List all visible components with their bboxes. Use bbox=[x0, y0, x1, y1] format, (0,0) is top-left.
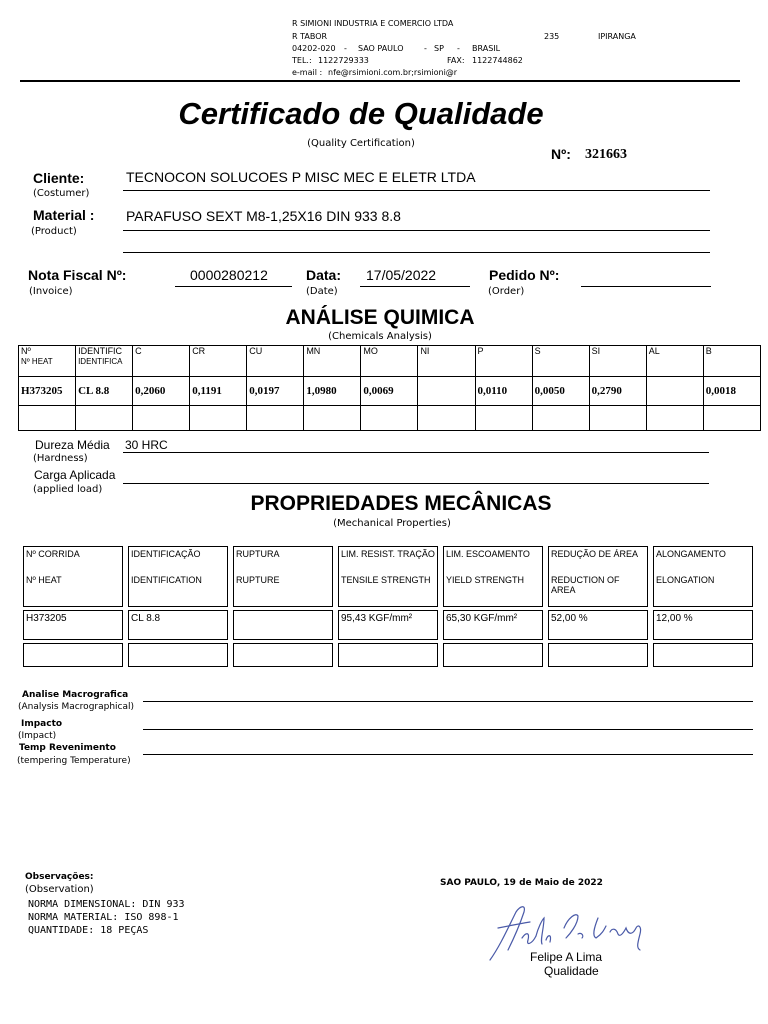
fax-label: FAX: bbox=[447, 56, 465, 65]
chem-header-cell: MO bbox=[361, 346, 418, 377]
page-subtitle: (Quality Certification) bbox=[307, 138, 415, 149]
cliente-rule bbox=[123, 190, 710, 191]
email-value: nfe@rsimioni.com.br;rsimioni@r bbox=[328, 68, 458, 77]
mech-empty-row bbox=[23, 643, 753, 667]
material-label: Material : bbox=[33, 207, 95, 223]
chem-header-cell: NI bbox=[418, 346, 475, 377]
mech-cell: 65,30 KGF/mm² bbox=[443, 610, 543, 640]
chem-cell: 1,0980 bbox=[304, 377, 361, 406]
data-value: 17/05/2022 bbox=[366, 267, 437, 283]
cliente-value: TECNOCON SOLUCOES P MISC MEC E ELETR LTDA bbox=[126, 169, 476, 185]
nota-rule bbox=[175, 286, 292, 287]
mech-title: PROPRIEDADES MECÂNICAS bbox=[250, 492, 552, 515]
mech-header-cell: IDENTIFICAÇÃO IDENTIFICATION bbox=[128, 546, 228, 607]
company-street: R TABOR bbox=[292, 32, 328, 41]
mech-header-cell: ALONGAMENTO ELONGATION bbox=[653, 546, 753, 607]
signer-role: Qualidade bbox=[544, 964, 599, 978]
carga-sub: (applied load) bbox=[33, 484, 103, 495]
dureza-rule bbox=[123, 452, 709, 453]
material-rule-2 bbox=[123, 252, 710, 253]
sep-2: - bbox=[424, 44, 427, 53]
cert-number-label: Nº: bbox=[551, 146, 571, 162]
mech-cell: CL 8.8 bbox=[128, 610, 228, 640]
impacto-label: Impacto bbox=[21, 719, 63, 729]
mech-cell: 52,00 % bbox=[548, 610, 648, 640]
cert-number: 321663 bbox=[585, 147, 627, 162]
company-city: SAO PAULO bbox=[358, 44, 404, 53]
data-rule bbox=[360, 286, 470, 287]
company-state: SP bbox=[434, 44, 444, 53]
chem-cell: 0,2060 bbox=[133, 377, 190, 406]
chem-header-cell: P bbox=[475, 346, 532, 377]
chem-cell: CL 8.8 bbox=[76, 377, 133, 406]
mech-cell: 12,00 % bbox=[653, 610, 753, 640]
chem-header-cell: CU bbox=[247, 346, 304, 377]
mech-cell: H373205 bbox=[23, 610, 123, 640]
email-label: e-mail : bbox=[292, 68, 323, 77]
chem-subtitle: (Chemicals Analysis) bbox=[328, 331, 432, 342]
company-district: IPIRANGA bbox=[598, 32, 636, 41]
fax-value: 1122744862 bbox=[472, 56, 523, 65]
sep-3: - bbox=[457, 44, 460, 53]
chem-header-row bbox=[19, 346, 761, 377]
chem-header-cell: S bbox=[532, 346, 589, 377]
obs-line: NORMA MATERIAL: ISO 898-1 bbox=[28, 912, 179, 923]
tel-value: 1122729333 bbox=[318, 56, 369, 65]
obs-sub: (Observation) bbox=[25, 884, 94, 895]
mech-cell: 95,43 KGF/mm² bbox=[338, 610, 438, 640]
chem-cell: H373205 bbox=[19, 377, 76, 406]
temp-rule bbox=[143, 754, 753, 755]
obs-line: QUANTIDADE: 18 PEÇAS bbox=[28, 925, 149, 936]
chem-cell: 0,0110 bbox=[475, 377, 532, 406]
chem-cell: 0,2790 bbox=[589, 377, 646, 406]
company-zip: 04202-020 bbox=[292, 44, 336, 53]
chem-cell: 0,0069 bbox=[361, 377, 418, 406]
place-date: SAO PAULO, 19 de Maio de 2022 bbox=[440, 878, 603, 888]
macro-rule bbox=[143, 701, 753, 702]
nota-sub: (Invoice) bbox=[29, 286, 73, 297]
cliente-label: Cliente: bbox=[33, 170, 85, 186]
chem-title: ANÁLISE QUIMICA bbox=[285, 306, 475, 329]
temp-sub: (tempering Temperature) bbox=[17, 756, 131, 766]
nota-value: 0000280212 bbox=[190, 267, 268, 283]
chem-header-cell: B bbox=[703, 346, 760, 377]
chem-header-cell: MN bbox=[304, 346, 361, 377]
mech-header-cell: LIM. ESCOAMENTO YIELD STRENGTH bbox=[443, 546, 543, 607]
chem-empty-row bbox=[19, 406, 761, 431]
dureza-label: Dureza Média bbox=[35, 438, 110, 452]
mech-header-cell: Nº CORRIDA Nº HEAT bbox=[23, 546, 123, 607]
tel-label: TEL.: bbox=[292, 56, 312, 65]
pedido-rule bbox=[581, 286, 711, 287]
chem-cell bbox=[646, 377, 703, 406]
nota-label: Nota Fiscal Nº: bbox=[28, 267, 127, 283]
mech-subtitle: (Mechanical Properties) bbox=[333, 518, 451, 529]
chem-data-row bbox=[19, 377, 761, 406]
impacto-sub: (Impact) bbox=[18, 731, 57, 741]
chem-header-cell: SI bbox=[589, 346, 646, 377]
company-name: R SIMIONI INDUSTRIA E COMERCIO LTDA bbox=[292, 19, 454, 28]
dureza-value: 30 HRC bbox=[125, 438, 168, 452]
header-rule bbox=[20, 80, 740, 82]
material-value: PARAFUSO SEXT M8-1,25X16 DIN 933 8.8 bbox=[126, 208, 401, 224]
mech-header-cell: REDUÇÃO DE ÁREA REDUCTION OF AREA bbox=[548, 546, 648, 607]
company-country: BRASIL bbox=[472, 44, 501, 53]
chem-table bbox=[18, 345, 761, 431]
data-label: Data: bbox=[306, 267, 342, 283]
mech-data-row bbox=[23, 610, 753, 640]
signer-name: Felipe A Lima bbox=[530, 950, 603, 964]
sep-1: - bbox=[344, 44, 347, 53]
chem-cell: 0,1191 bbox=[190, 377, 247, 406]
mech-header-cell: LIM. RESIST. TRAÇÃO TENSILE STRENGTH bbox=[338, 546, 438, 607]
chem-header-cell: Nº Nº HEAT bbox=[19, 346, 76, 377]
impacto-rule bbox=[143, 729, 753, 730]
chem-cell: 0,0197 bbox=[247, 377, 304, 406]
obs-line: NORMA DIMENSIONAL: DIN 933 bbox=[28, 899, 185, 910]
chem-header-cell: IDENTIFIC IDENTIFICA bbox=[76, 346, 133, 377]
material-rule bbox=[123, 230, 710, 231]
carga-label: Carga Aplicada bbox=[34, 468, 116, 482]
dureza-sub: (Hardness) bbox=[33, 453, 88, 464]
chem-cell: 0,0050 bbox=[532, 377, 589, 406]
macro-sub: (Analysis Macrographical) bbox=[18, 702, 135, 712]
material-sub: (Product) bbox=[31, 226, 77, 237]
mech-header-row bbox=[23, 546, 753, 607]
macro-label: Analise Macrografica bbox=[22, 690, 129, 700]
mech-cell bbox=[233, 610, 333, 640]
chem-header-cell: AL bbox=[646, 346, 703, 377]
temp-label: Temp Revenimento bbox=[19, 743, 116, 753]
pedido-label: Pedido Nº: bbox=[489, 267, 560, 283]
chem-cell bbox=[418, 377, 475, 406]
mech-table bbox=[18, 543, 758, 670]
chem-cell: 0,0018 bbox=[703, 377, 760, 406]
obs-label: Observações: bbox=[25, 872, 94, 882]
carga-rule bbox=[123, 483, 709, 484]
data-sub: (Date) bbox=[306, 286, 338, 297]
mech-header-cell: RUPTURA RUPTURE bbox=[233, 546, 333, 607]
company-number: 235 bbox=[544, 32, 560, 41]
pedido-sub: (Order) bbox=[488, 286, 525, 297]
cliente-sub: (Costumer) bbox=[33, 188, 90, 199]
chem-header-cell: CR bbox=[190, 346, 247, 377]
page-title: Certificado de Qualidade bbox=[178, 96, 544, 131]
chem-header-cell: C bbox=[133, 346, 190, 377]
